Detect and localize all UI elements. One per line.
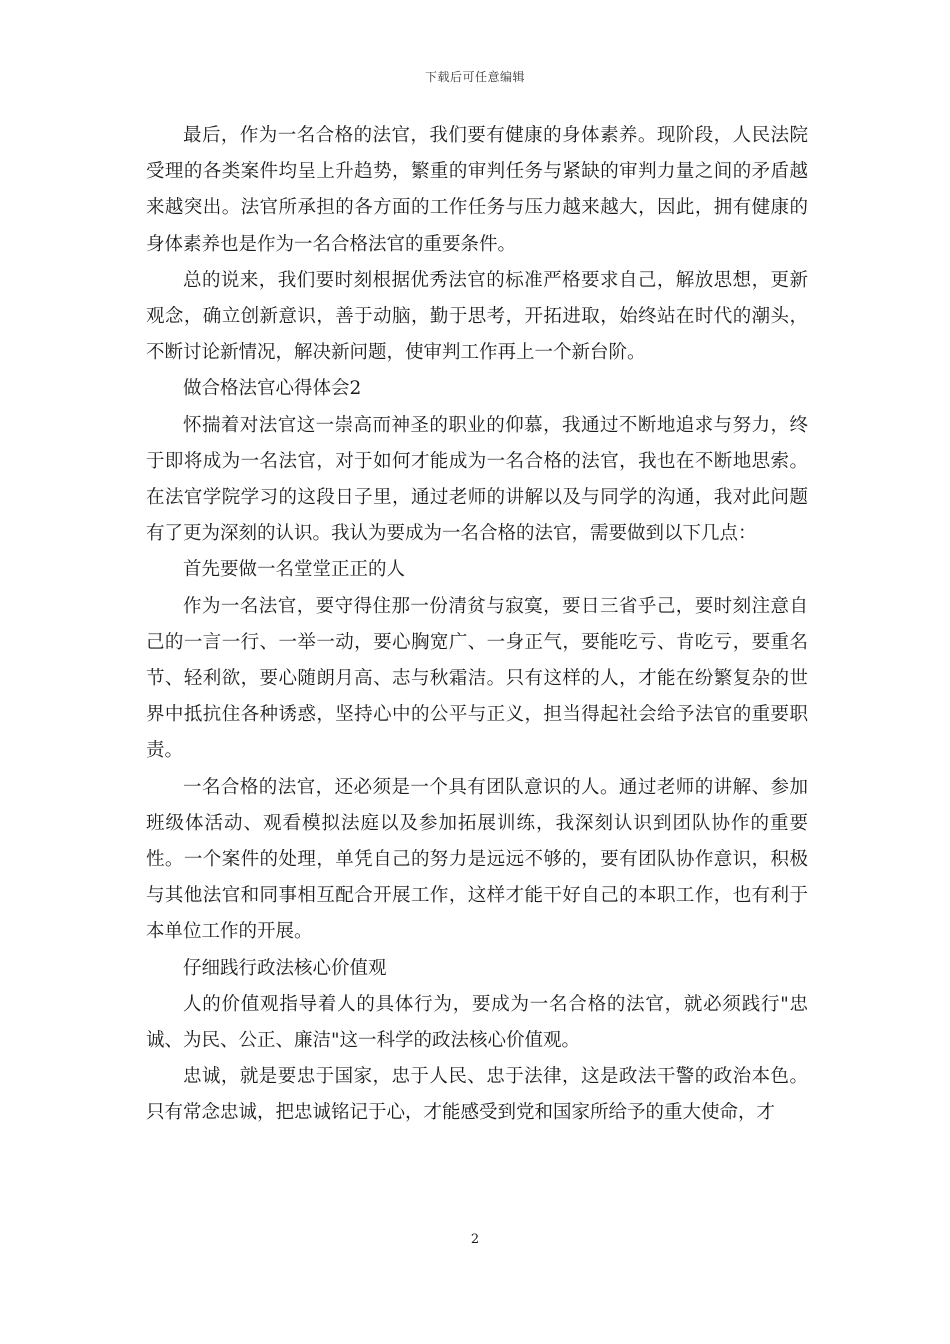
page-number: 2 (470, 1232, 480, 1247)
section-heading: 仔细践行政法核心价值观 (183, 957, 387, 979)
paragraph: 怀揣着对法官这一崇高而神圣的职业的仰慕，我通过不断地追求与努力，终于即将成为一名法官，对于如何才能成为一名合格的法官，我也在不断地思索。在法官学院学习的这段日子里，通过老师的讲解以及与同学的沟通，我对此问题有了更为深刻的认识。我认为要成为一名合格的法官，需要做到以下几点： (146, 414, 808, 545)
section-heading: 首先要做一名堂堂正正的人 (183, 559, 406, 581)
paragraph: 最后，作为一名合格的法官，我们要有健康的身体素养。现阶段，人民法院受理的各类案件均呈上升趋势，繁重的审判任务与紧缺的审判力量之间的矛盾越来越突出。法官所承担的各方面的工作任务与压力越来越大，因此，拥有健康的身体素养也是作为一名合格法官的重要条件。 (146, 125, 808, 255)
paragraph: 总的说来，我们要时刻根据优秀法官的标准严格要求自己，解放思想，更新观念，确立创新意识，善于动脑，勤于思考，开拓进取，始终站在时代的潮头，不断讨论新情况，解决新问题，使审判工作再上一个新台阶。 (146, 269, 808, 364)
document-body (146, 118, 808, 1132)
paragraph: 人的价值观指导着人的具体行为，要成为一名合格的法官，就必须践行"忠诚、为民、公正、廉洁"这一科学的政法核心价值观。 (146, 993, 808, 1052)
section-heading: 做合格法官心得体会2 (183, 378, 362, 400)
paragraph: 作为一名法官，要守得住那一份清贫与寂寞，要日三省乎己，要时刻注意自己的一言一行、一举一动，要心胸宽广、一身正气，要能吃亏、肯吃亏，要重名节、轻利欲，要心随朗月高、志与秋霜洁。只有这样的人，才能在纷繁复杂的世界中抵抗住各种诱惑，坚持心中的公平与正义，担当得起社会给予法官的重要职责。 (146, 595, 808, 762)
page-header: 下载后可任意编辑 (424, 70, 525, 84)
paragraph: 一名合格的法官，还必须是一个具有团队意识的人。通过老师的讲解、参加班级体活动、观看模拟法庭以及参加拓展训练，我深刻认识到团队协作的重要性。一个案件的处理，单凭自己的努力是远远不够的，要有团队协作意识，积极与其他法官和同事相互配合开展工作，这样才能干好自己的本职工作，也有利于本单位工作的开展。 (146, 776, 808, 943)
paragraph: 忠诚，就是要忠于国家，忠于人民、忠于法律，这是政法干警的政治本色。只有常念忠诚，把忠诚铭记于心，才能感受到党和国家所给予的重大使命，才 (146, 1066, 808, 1124)
